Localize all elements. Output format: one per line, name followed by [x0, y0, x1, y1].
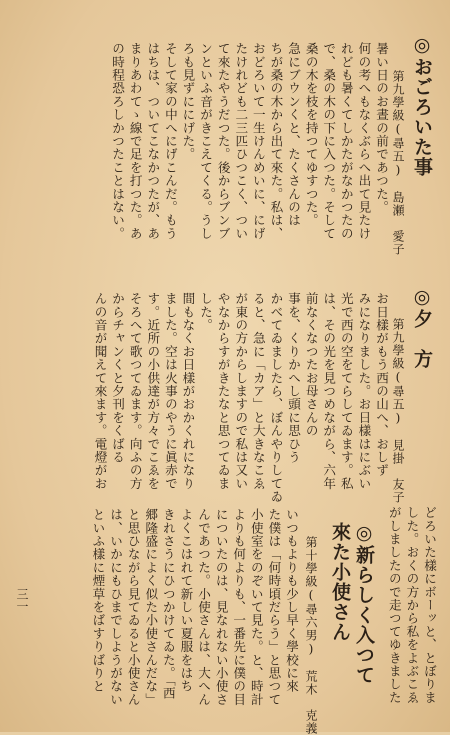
- article-1-title: ◎おごろいた事: [411, 34, 433, 177]
- article-4-continuation: どろいた樣にボーッと、とぼりま した。おくの方から私をよぶこゑ がしましたので走つてゆきました: [386, 506, 437, 704]
- article-3-body: いつもよりも少し早く學校に來 た僕は「何時頃だらう」と思つて 小使室をのぞいて見た。と、時計 よりも何よりも、一番先に僕の目 についたのは、見なれない小使さ んであつた。小使さんは、大へん よくこはれて新しい夏服をはち きれさうにひつかけてゐた。「西 郷隆盛によく似た小使さんだな」 と思ひながら見てゐると小使さん は、いかにもひまでしようがない といふ樣に煙草をばすりばりと: [90, 508, 299, 706]
- article-1-byline: 第九學級(尋五) 島瀬 愛子: [391, 70, 405, 256]
- article-1-body: 暑い日のお晝の前であつた。 何の考へもなくぶらへ出て見たけ れども暑くてしかたがなかつたの で、桑の木の下に入つた。そして 桑の木を枝を持つてゆすつた。 急にブウンくと、たくさんのは ちが桑の木から出て來た。私は、 おどろいて一生けんめいに、にげ たけれども二三匹ひつこく、つい て來たやうだつた。後からブンブ ンといふ音がきこえてくる。うし ろも見ずににげた。 そして家の中へにげこんだ。もう はちは、ついてこなかつたが、あ まりあわてゝ線で足を打つた。あ の時程恐ろしかつたことはない。: [110, 42, 389, 240]
- article-2-byline: 第九學級(尋五) 見掛 友子: [391, 318, 405, 504]
- page-number: 三一: [15, 588, 29, 612]
- article-3-title: ◎新らしく入つて 來た小使さん: [329, 522, 375, 685]
- article-3-byline: 第十學級(尋六男) 荒木 克義: [304, 536, 318, 735]
- article-2-title: ◎夕 方: [411, 286, 433, 369]
- article-2-body: お日樣がもう西の山へ、おしず みになりました。お日樣はにぶい 光で西の空をてらしてゐます。私 は、その光を見つめながら、六年 前なくなつたお母さんの 事を、くりかへし頭に思ひう かべてゐましたら、ぼんやりしてゐ ると、急に「カア」と大きなこゑ が東の方からしますので私は又い やなからすがきたなと思つてゐま した。 間もなくお日樣がおかくれになり ました。空は火事のやうに眞赤で す。近所の小供達が方々でこゑを そろへて歌つてゐます。向ふの方 からチャンくと夕刊をくばる んの音が聞えて來ます。電燈がお: [92, 292, 389, 504]
